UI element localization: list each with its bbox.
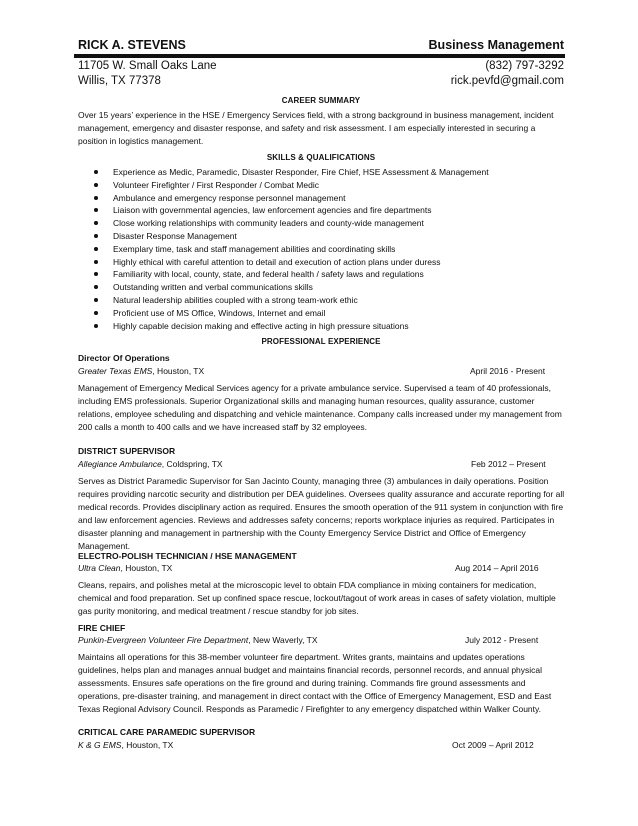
employer-name: Ultra Clean	[78, 563, 121, 573]
job-description: Serves as District Paramedic Supervisor for San Jacinto County, managing three (3) ambulances in daily operations. Position requires providing narcotic security and distribution per DEA guidelines. Oversees quality assurance and accurate reporting for all medical records. Provides disciplinary action as required. Ensures the smooth operation of the 911 system in conjunction with fire and law enforcement agencies. Reviews and addresses safety concerns; reports workplace injuries as required. Participates in disaster planning and management in partnership with the County Emergency Service District and Office of Emergency Management.	[78, 476, 565, 551]
job-dates: April 2016 - Present	[470, 366, 546, 376]
job-dates: July 2012 - Present	[465, 635, 539, 645]
resume-header	[78, 34, 564, 56]
bullet-icon	[94, 221, 98, 225]
skill-item: Liaison with governmental agencies, law enforcement agencies and fire departments	[78, 204, 548, 217]
employer-name: Punkin-Evergreen Volunteer Fire Department	[78, 635, 249, 645]
job-employer	[78, 635, 318, 645]
job-description: Management of Emergency Medical Services agency for a private ambulance service. Supervised a team of 40 professionals, including EMS professionals. Superior Organizational skills and managing human resources, quality assurance, customer relations, employee scheduling and dispatching and vehicle maintenance. Company calls increased under my management from 200 calls a month to 400 calls and we have increased staff by 32 employees.	[78, 383, 562, 432]
candidate-name: RICK A. STEVENS	[78, 38, 186, 52]
bullet-icon	[94, 208, 98, 212]
job-title: Director Of Operations	[78, 353, 170, 363]
candidate-title: Business Management	[428, 38, 564, 52]
bullet-icon	[94, 170, 98, 174]
experience-heading: PROFESSIONAL EXPERIENCE	[261, 337, 381, 346]
job-title: FIRE CHIEF	[78, 623, 126, 633]
job-dates: Oct 2009 – April 2012	[452, 740, 534, 750]
skills-heading: SKILLS & QUALIFICATIONS	[266, 153, 376, 162]
skill-item: Exemplary time, task and staff management abilities and coordinating skills	[78, 243, 548, 256]
bullet-icon	[94, 298, 98, 302]
job-title: DISTRICT SUPERVISOR	[78, 446, 176, 456]
employer-name: K & G EMS	[78, 740, 122, 750]
skill-item: Familiarity with local, county, state, and federal health / safety laws and regulations	[78, 268, 548, 281]
job-title: CRITICAL CARE PARAMEDIC SUPERVISOR	[78, 727, 256, 737]
job-dates: Aug 2014 – April 2016	[455, 563, 539, 573]
job-title: ELECTRO-POLISH TECHNICIAN / HSE MANAGEMENT	[78, 551, 297, 561]
bullet-icon	[94, 183, 98, 187]
skill-item: Natural leadership abilities coupled with a strong team-work ethic	[78, 294, 548, 307]
skill-item: Proficient use of MS Office, Windows, Internet and email	[78, 307, 548, 320]
bullet-icon	[94, 285, 98, 289]
job-employer	[78, 740, 173, 750]
bullet-icon	[94, 311, 98, 315]
bullet-icon	[94, 247, 98, 251]
phone-number: (832) 797-3292	[485, 60, 564, 72]
skill-item: Outstanding written and verbal communications skills	[78, 281, 548, 294]
header-rule	[74, 54, 565, 58]
job-employer	[78, 563, 172, 573]
skill-item: Disaster Response Management	[78, 230, 548, 243]
skill-item: Volunteer Firefighter / First Responder / Combat Medic	[78, 179, 548, 192]
employer-location: , Houston, TX	[152, 366, 205, 376]
employer-name: Allegiance Ambulance	[78, 459, 162, 469]
job-employer	[78, 459, 223, 469]
bullet-icon	[94, 234, 98, 238]
bullet-icon	[94, 196, 98, 200]
skill-item: Close working relationships with community leaders and county-wide management	[78, 217, 548, 230]
job-description: Cleans, repairs, and polishes metal at the microscopic level to obtain FDA compliance in mixing containers for medication, chemical and food preparation. Set up confined space rescue, lockout/tagout of work areas in cases of safety violation, multiple gas purity monitoring, and medical treatment / rescue standby for job sites.	[78, 580, 556, 616]
employer-location: , New Waverly, TX	[248, 635, 318, 645]
bullet-icon	[94, 260, 98, 264]
skill-item: Experience as Medic, Paramedic, Disaster Responder, Fire Chief, HSE Assessment & Management	[78, 166, 548, 179]
bullet-icon	[94, 324, 98, 328]
job-dates: Feb 2012 – Present	[471, 459, 546, 469]
skill-item: Highly capable decision making and effective acting in high pressure situations	[78, 320, 548, 333]
employer-location: , Houston, TX	[120, 563, 173, 573]
employer-location: , Houston, TX	[121, 740, 174, 750]
skill-item: Ambulance and emergency response personnel management	[78, 192, 548, 205]
career-summary-heading: CAREER SUMMARY	[281, 96, 361, 105]
bullet-icon	[94, 272, 98, 276]
job-description: Maintains all operations for this 38-member volunteer fire department. Writes grants, maintains and updates operations guidelines, helps plan and manages annual budget and maintains financial records, personnel records, and annual physical assessments. Ensures safe operations on the fire ground and during training. Commands fire ground assessments and operations, pre-disaster training, and management in direct contact with the Office of Emergency Management, ESD and East Texas Regional Advisory Council. Responds as Paramedic / Firefighter to any emergency dispatched within Walker County.	[78, 652, 552, 714]
email-address: rick.pevfd@gmail.com	[450, 75, 564, 87]
employer-name: Greater Texas EMS	[78, 366, 153, 376]
address-line-1: 11705 W. Small Oaks Lane	[78, 60, 217, 72]
career-summary-text: Over 15 years’ experience in the HSE / Emergency Services field, with a strong background in business management, incident management, emergency and disaster response, and safety and risk assessment. I am especially interested in securing a position in logistics management.	[78, 110, 554, 146]
job-employer	[78, 366, 204, 376]
skills-list	[78, 166, 548, 332]
address-line-2: Willis, TX 77378	[78, 75, 161, 87]
skill-item: Highly ethical with careful attention to detail and execution of action plans under duress	[78, 256, 548, 269]
employer-location: , Coldspring, TX	[161, 459, 223, 469]
